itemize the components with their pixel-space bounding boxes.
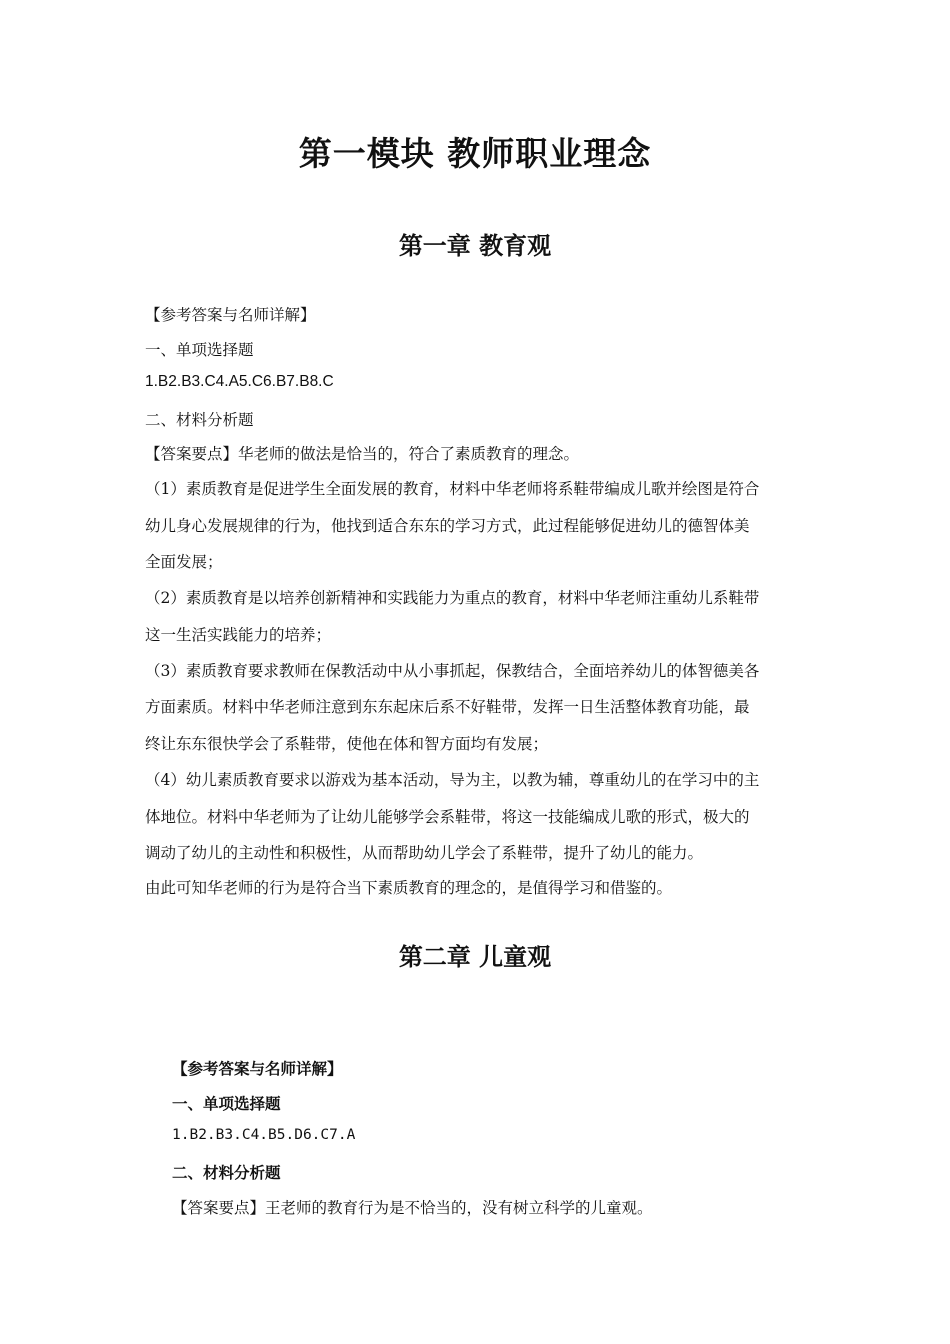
chapter2-choice-answers: 1.B2.B3.C4.B5.D6.C7.A [172,1127,356,1143]
chapter1-paragraph-line: （2）素质教育是以培养创新精神和实践能力为重点的教育，材料中华老师注重幼儿系鞋带 [145,589,760,607]
chapter1-section-analysis: 二、材料分析题 [145,411,254,429]
chapter2-key-point: 【答案要点】王老师的教育行为是不恰当的，没有树立科学的儿童观。 [172,1199,653,1217]
chapter1-paragraph-line: 幼儿身心发展规律的行为，他找到适合东东的学习方式，此过程能够促进幼儿的德智体美 [145,517,750,535]
chapter1-paragraph-line: 体地位。材料中华老师为了让幼儿能够学会系鞋带，将这一技能编成儿歌的形式，极大的 [145,808,750,826]
chapter2-answer-header: 【参考答案与名师详解】 [172,1059,343,1078]
chapter1-paragraph-line: 调动了幼儿的主动性和积极性，从而帮助幼儿学会了系鞋带，提升了幼儿的能力。 [145,844,704,862]
chapter1-paragraph-line: （3）素质教育要求教师在保教活动中从小事抓起，保教结合，全面培养幼儿的体智德美各 [145,662,760,680]
chapter1-choice-answers: 1.B2.B3.C4.A5.C6.B7.B8.C [145,373,334,390]
module-title: 第一模块 教师职业理念 [298,134,652,173]
chapter1-paragraph-line: （4）幼儿素质教育要求以游戏为基本活动，导为主，以教为辅，尊重幼儿的在学习中的主 [145,771,760,789]
chapter1-paragraph-line: 方面素质。材料中华老师注意到东东起床后系不好鞋带，发挥一日生活整体教育功能，最 [145,698,750,716]
chapter1-paragraph-line: 全面发展； [145,553,223,571]
chapter1-section-choice: 一、单项选择题 [145,341,254,359]
chapter2-section-choice: 一、单项选择题 [172,1094,281,1113]
chapter1-key-point: 【答案要点】华老师的做法是恰当的，符合了素质教育的理念。 [145,445,580,463]
chapter2-section-analysis: 二、材料分析题 [172,1163,281,1182]
chapter1-paragraph-line: 终让东东很快学会了系鞋带，使他在体和智方面均有发展； [145,735,549,753]
chapter1-paragraph-line: 由此可知华老师的行为是符合当下素质教育的理念的，是值得学习和借鉴的。 [145,879,673,897]
chapter2-title: 第二章 儿童观 [398,942,552,971]
chapter1-answer-header: 【参考答案与名师详解】 [145,306,316,324]
chapter1-paragraph-line: （1）素质教育是促进学生全面发展的教育，材料中华老师将系鞋带编成儿歌并绘图是符合 [145,480,760,498]
chapter1-paragraph-line: 这一生活实践能力的培养； [145,626,332,644]
chapter1-title: 第一章 教育观 [398,231,552,260]
